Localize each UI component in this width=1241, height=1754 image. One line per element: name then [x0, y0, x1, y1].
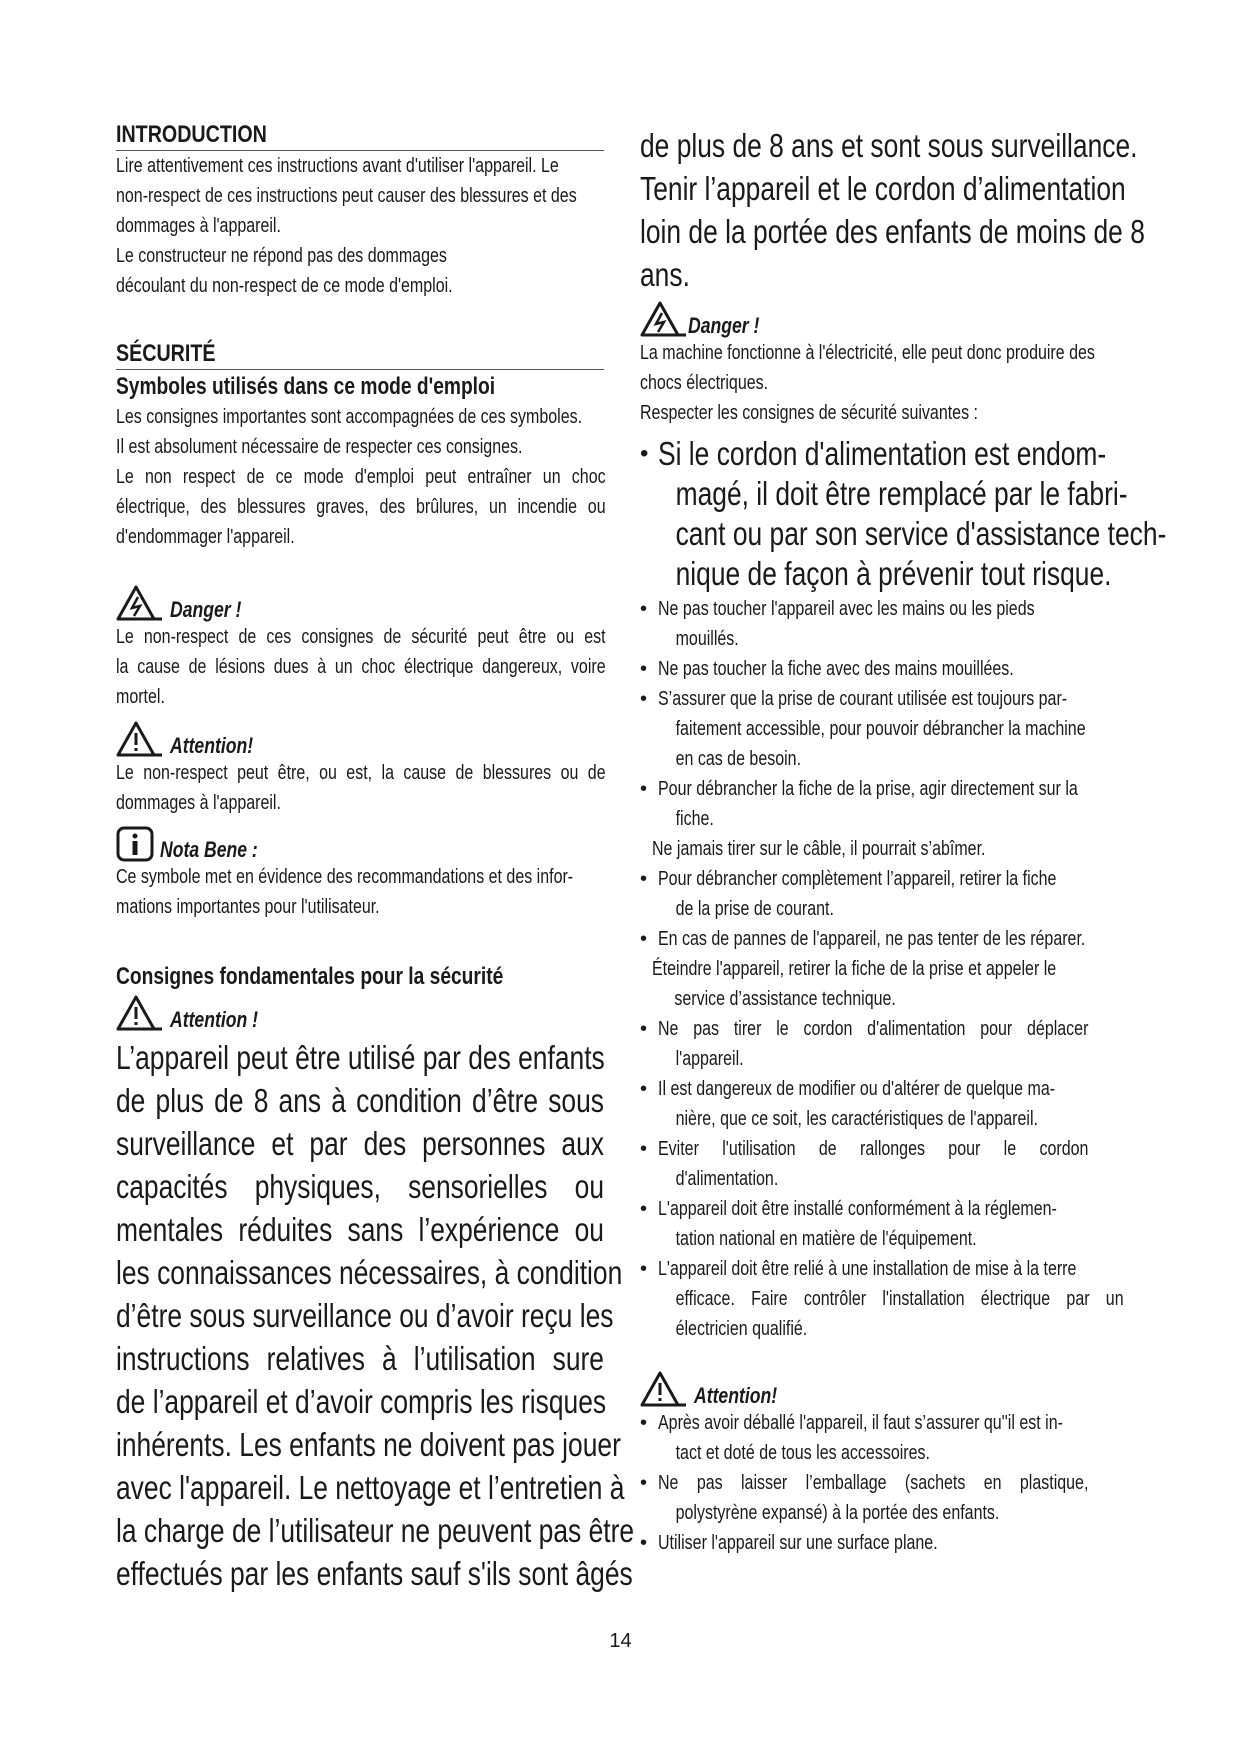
warning-icon [640, 1370, 688, 1408]
list-item: • Pour débrancher la fiche de la prise, agir directement sur la fiche. [640, 778, 1078, 830]
list-item: • Ne pas toucher la fiche avec des mains mouillées. [640, 658, 1014, 680]
info-icon [116, 826, 154, 862]
cable-note: Ne jamais tirer sur le câble, il pourrait s’abîmer. [652, 838, 986, 860]
children-safety-text-continued: de plus de 8 ans et sont sous surveillance. Tenir l’appareil et le cordon d’alimentation loin de la portée des enfants de moins de 8 ans. [640, 127, 1145, 293]
introduction-heading: INTRODUCTION [116, 120, 604, 151]
list-item: • Utiliser l'appareil sur une surface plane. [640, 1532, 938, 1554]
nota-bene-notice [116, 822, 604, 862]
list-item: • Ne pas laisser l’emballage (sachets en plastique, polystyrène expansé) à la portée des enfants. [640, 1472, 1089, 1524]
list-item: • Ne pas tirer le cordon d'alimentation pour déplacer l'appareil. [640, 1018, 1089, 1070]
list-item: • Après avoir déballé l'appareil, il faut s’assurer qu''il est in- tact et doté de tous les accessoires. [640, 1412, 1063, 1464]
attention-notice-2 [116, 992, 604, 1032]
danger-notice [116, 582, 604, 622]
warning-icon [116, 720, 164, 758]
symbols-text: Les consignes importantes sont accompagnées de ces symboles. Il est absolument nécessaire de respecter ces consignes. Le non respect de ce mode d'emploi peut entraîner un choc électrique, des blessures graves, des brûlures, un incendie ou d'endommager l'appareil. [116, 406, 606, 548]
danger-text-right: La machine fonctionne à l'électricité, elle peut donc produire des chocs électriques. Respecter les consignes de sécurité suivantes : [640, 342, 1095, 424]
nota-bene-text: Ce symbole met en évidence des recommandations et des infor- mations importantes pour l'utilisateur. [116, 866, 574, 918]
danger-text: Le non-respect de ces consignes de sécurité peut être ou est la cause de lésions dues à un choc électrique dangereux, voire mortel. [116, 626, 606, 708]
electric-warning-icon [640, 300, 688, 338]
symbols-heading: Symboles utilisés dans ce mode d'emploi [116, 373, 496, 400]
attention-label-right: Attention! [694, 1383, 778, 1408]
page-number: 14 [609, 1630, 632, 1652]
list-item: • Il est dangereux de modifier ou d'altérer de quelque ma- nière, que ce soit, les caractéristiques de l'appareil. [640, 1078, 1056, 1130]
list-item: • L'appareil doit être installé conformément à la réglemen- tation national en matière de l'équipement. [640, 1198, 1057, 1250]
right-column [640, 124, 1167, 1558]
danger-notice-right [640, 298, 1132, 338]
nota-bene-label: Nota Bene : [160, 837, 258, 862]
attention-label-2: Attention ! [170, 1007, 258, 1032]
attention-label: Attention! [170, 733, 254, 758]
list-item: • S’assurer que la prise de courant utilisée est toujours par- faitement accessible, pour pouvoir débrancher la machine en cas de besoin. [640, 688, 1086, 770]
list-item: • L'appareil doit être relié à une installation de mise à la terre efficace. Faire contrôler l'installation électrique par un électricien qualifié. [640, 1258, 1124, 1340]
attention-notice-right [640, 1368, 1132, 1408]
left-column [116, 120, 635, 1595]
repair-note: Éteindre l'appareil, retirer la fiche de la prise et appeler le service d’assistance technique. [652, 958, 1057, 1010]
list-item: • Pour débrancher complètement l’appareil, retirer la fiche de la prise de courant. [640, 868, 1057, 920]
list-item: • Eviter l'utilisation de rallonges pour le cordon d'alimentation. [640, 1138, 1089, 1190]
list-item: • Si le cordon d'alimentation est endom- magé, il doit être remplacé par le fabri- cant ou par son service d'assistance tech- nique de façon à prévenir tout risque. [640, 435, 1167, 592]
electric-warning-icon [116, 584, 164, 622]
attention-notice [116, 718, 604, 758]
attention-text: Le non-respect peut être, ou est, la cause de blessures ou de dommages à l'appareil. [116, 762, 606, 814]
warning-icon [116, 994, 164, 1032]
children-safety-text: L’appareil peut être utilisé par des enfants de plus de 8 ans à condition d’être sous surveillance et par des personnes aux capacités physiques, sensorielles ou mentales réduites sans l’expérience ou les connaissances nécessaires, à condition d’être sous surveillance ou d’avoir reçu les instructions relatives à l’utilisation sure de l’appareil et d’avoir compris les risques inhérents. Les enfants ne doivent pas jouer avec l'appareil. Le nettoyage et l’entretien à la charge de l’utilisateur ne peuvent pas être effectués par les enfants sauf s'ils sont âgés [116, 1039, 635, 1592]
fundamental-safety-heading: Consignes fondamentales pour la sécurité [116, 963, 504, 990]
danger-label: Danger ! [170, 597, 242, 622]
list-item: • En cas de pannes de l'appareil, ne pas tenter de les réparer. [640, 928, 1086, 950]
security-heading: SÉCURITÉ [116, 339, 604, 370]
danger-label-right: Danger ! [688, 313, 760, 338]
list-item: • Ne pas toucher l'appareil avec les mains ou les pieds mouillés. [640, 598, 1035, 650]
introduction-text: Lire attentivement ces instructions avant d'utiliser l'appareil. Le non-respect de ces instructions peut causer des blessures et des dommages à l'appareil. Le constructeur ne répond pas des dommages découlant du non-respect de ce mode d'emploi. [116, 155, 577, 297]
